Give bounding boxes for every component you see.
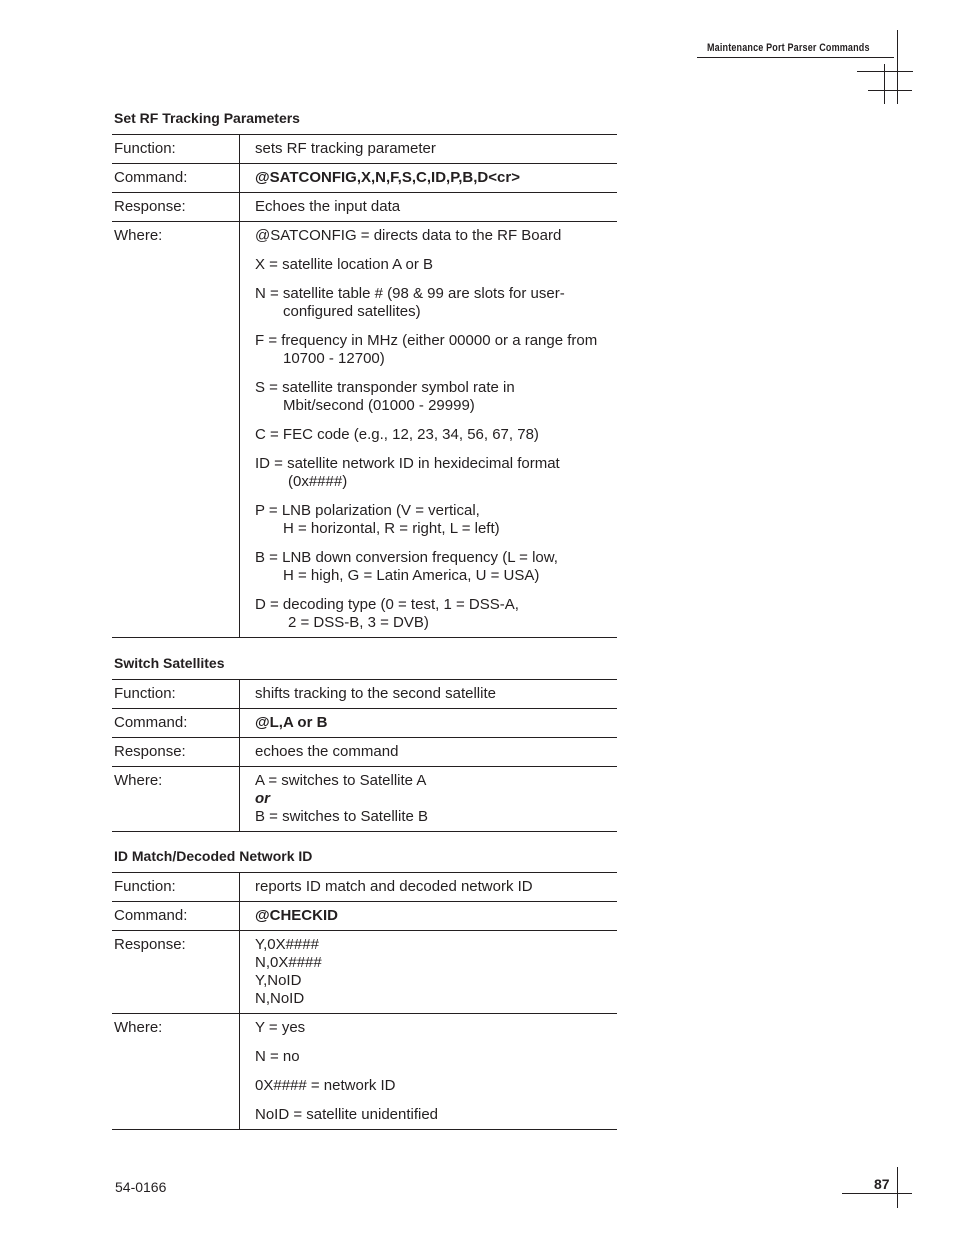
parameter-entry: @SATCONFIG = directs data to the RF Board [255, 227, 562, 244]
section-title: Switch Satellites [114, 655, 225, 671]
table-row-where [112, 222, 617, 638]
table-row-response [112, 931, 617, 1014]
row-value: shifts tracking to the second satellite [240, 680, 618, 709]
row-value: sets RF tracking parameter [240, 135, 618, 164]
row-label: Where: [112, 222, 240, 638]
command-table [112, 134, 617, 638]
row-label: Command: [112, 902, 240, 931]
table-row-where [112, 767, 617, 832]
table-row-function [112, 873, 617, 902]
parameter-entry: X = satellite location A or B [255, 256, 434, 273]
table-row-command [112, 902, 617, 931]
parameter-entry: NoID = satellite unidentified [255, 1106, 439, 1123]
table-row-response [112, 738, 617, 767]
parameter-entry: B = LNB down conversion frequency (L = low, H = high, G = Latin America, U = USA) [255, 549, 558, 584]
row-value: echoes the command [240, 738, 618, 767]
section-title: Set RF Tracking Parameters [114, 110, 300, 126]
response-line: Y,NoID [255, 972, 302, 989]
parameter-entry: A = switches to Satellite A [255, 772, 427, 789]
command-syntax: @L,A or B [240, 709, 618, 738]
table-row-command [112, 164, 617, 193]
parameter-entry: 0X#### = network ID [255, 1077, 396, 1094]
parameter-entry: ID = satellite network ID in hexidecimal format (0x####) [255, 455, 560, 490]
row-label: Function: [112, 873, 240, 902]
running-header: Maintenance Port Parser Commands [707, 42, 870, 54]
document-code: 54-0166 [115, 1179, 167, 1195]
row-label: Function: [112, 680, 240, 709]
row-label: Command: [112, 709, 240, 738]
table-row-command [112, 709, 617, 738]
parameter-entry: N = satellite table # (98 & 99 are slots for user- configured satellites) [255, 285, 565, 320]
parameter-list [240, 767, 618, 832]
command-table [112, 872, 617, 1130]
parameter-entry: C = FEC code (e.g., 12, 23, 34, 56, 67, 78) [255, 426, 539, 443]
parameter-list [240, 222, 618, 638]
parameter-list [240, 1014, 618, 1130]
command-table [112, 679, 617, 832]
row-label: Response: [112, 738, 240, 767]
page-number: 87 [874, 1176, 890, 1192]
section-set-rf-tracking [112, 110, 617, 638]
parameter-entry: S = satellite transponder symbol rate in Mbit/second (01000 - 29999) [255, 379, 515, 414]
parameter-entry: F = frequency in MHz (either 00000 or a range from 10700 - 12700) [255, 332, 598, 367]
row-label: Where: [112, 767, 240, 832]
command-syntax: @SATCONFIG,X,N,F,S,C,ID,P,B,D<cr> [240, 164, 618, 193]
response-line: N,0X#### [255, 954, 322, 971]
section-title: ID Match/Decoded Network ID [114, 848, 313, 864]
section-switch-satellites [112, 655, 617, 832]
row-label: Response: [112, 193, 240, 222]
table-row-function [112, 680, 617, 709]
table-row-response [112, 193, 617, 222]
table-row-where [112, 1014, 617, 1130]
row-value: reports ID match and decoded network ID [240, 873, 618, 902]
table-row-function [112, 135, 617, 164]
row-label: Where: [112, 1014, 240, 1130]
parameter-entry: D = decoding type (0 = test, 1 = DSS-A, 2 = DSS-B, 3 = DVB) [255, 596, 519, 631]
or-separator: or [255, 790, 270, 807]
response-line: Y,0X#### [255, 936, 319, 953]
response-list [240, 931, 618, 1014]
row-label: Function: [112, 135, 240, 164]
row-value: Echoes the input data [240, 193, 618, 222]
parameter-entry: N = no [255, 1048, 300, 1065]
section-id-match [112, 848, 617, 1130]
command-syntax: @CHECKID [240, 902, 618, 931]
parameter-entry: B = switches to Satellite B [255, 808, 428, 825]
parameter-entry: P = LNB polarization (V = vertical, H = horizontal, R = right, L = left) [255, 502, 500, 537]
response-line: N,NoID [255, 990, 305, 1007]
row-label: Response: [112, 931, 240, 1014]
row-label: Command: [112, 164, 240, 193]
parameter-entry: Y = yes [255, 1019, 306, 1036]
